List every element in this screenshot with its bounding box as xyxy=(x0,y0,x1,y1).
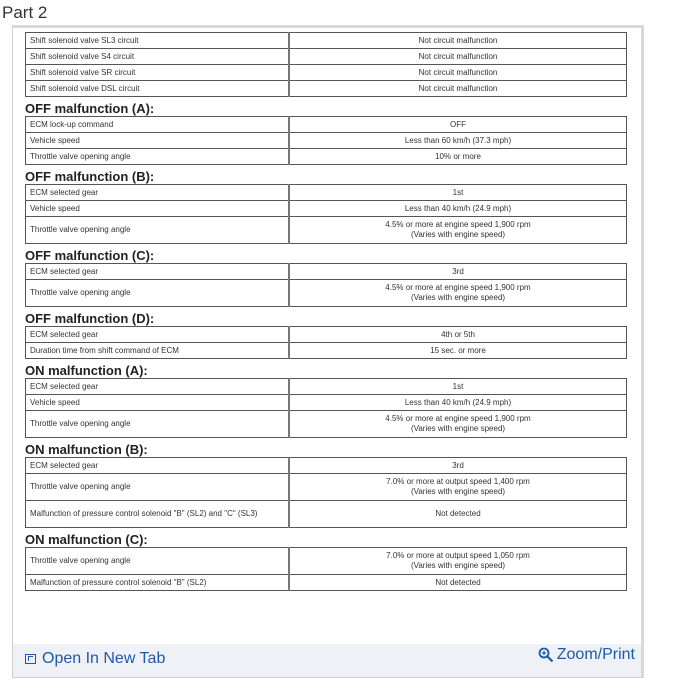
condition-table xyxy=(25,184,627,244)
table-row xyxy=(26,548,627,575)
row-value-line: 4.5% or more at engine speed 1,900 rpm xyxy=(385,220,531,229)
table-row xyxy=(26,65,627,81)
row-value xyxy=(289,379,627,395)
document-content xyxy=(25,32,627,591)
zoom-print-link[interactable] xyxy=(538,646,635,664)
table-row xyxy=(26,379,627,395)
table-row xyxy=(26,474,627,501)
row-value xyxy=(289,575,627,591)
row-label: Malfunction of pressure control solenoid "B" (SL2) xyxy=(26,575,290,591)
section-heading: ON malfunction (C): xyxy=(25,532,148,547)
open-in-new-tab-link[interactable] xyxy=(25,650,165,668)
row-value-line: 4.5% or more at engine speed 1,900 rpm xyxy=(385,414,531,423)
row-label: Throttle valve opening angle xyxy=(26,280,290,307)
row-value-note: (Varies with engine speed) xyxy=(410,561,506,570)
table-row xyxy=(26,49,627,65)
row-value xyxy=(289,201,627,217)
row-value xyxy=(289,343,627,359)
row-value-line: Not detected xyxy=(435,509,481,518)
row-value xyxy=(289,395,627,411)
row-value-line: 4.5% or more at engine speed 1,900 rpm xyxy=(385,283,531,292)
row-value: Not circuit malfunction xyxy=(289,49,627,65)
table-row xyxy=(26,458,627,474)
condition-table xyxy=(25,378,627,438)
row-value-line: 15 sec. or more xyxy=(430,345,486,355)
table-row xyxy=(26,395,627,411)
row-value xyxy=(289,217,627,244)
table-row xyxy=(26,343,627,359)
row-value-line: Less than 60 km/h (37.3 mph) xyxy=(404,135,512,145)
table-row xyxy=(26,133,627,149)
document-frame xyxy=(12,25,644,678)
row-value-line: 7.0% or more at output speed 1,400 rpm xyxy=(386,477,530,486)
row-value xyxy=(289,280,627,307)
row-value-note: (Varies with engine speed) xyxy=(410,230,506,239)
open-new-tab-icon xyxy=(25,654,36,664)
row-value-line: Less than 40 km/h (24.9 mph) xyxy=(404,203,512,213)
row-label: Throttle valve opening angle xyxy=(26,474,290,501)
row-label: ECM lock-up command xyxy=(26,117,290,133)
section-heading: ON malfunction (A): xyxy=(25,363,148,378)
row-value-line: 3rd xyxy=(452,460,464,470)
table-row xyxy=(26,280,627,307)
row-value: Not circuit malfunction xyxy=(289,81,627,97)
row-label: Throttle valve opening angle xyxy=(26,411,290,438)
row-value-line: Not detected xyxy=(435,577,481,587)
row-label: ECM selected gear xyxy=(26,264,290,280)
condition-table xyxy=(25,457,627,528)
row-value: Not circuit malfunction xyxy=(289,33,627,49)
row-value-line: 3rd xyxy=(452,266,464,276)
section-heading: OFF malfunction (C): xyxy=(25,248,155,263)
table-row xyxy=(26,264,627,280)
row-value: Not circuit malfunction xyxy=(289,65,627,81)
table-row xyxy=(26,185,627,201)
condition-table xyxy=(25,263,627,307)
table-row xyxy=(26,33,627,49)
row-label: Vehicle speed xyxy=(26,133,290,149)
row-value xyxy=(289,548,627,575)
row-value xyxy=(289,411,627,438)
row-value xyxy=(289,501,627,528)
row-value xyxy=(289,474,627,501)
row-label: Malfunction of pressure control solenoid "B" (SL2) and "C" (SL3) xyxy=(26,501,290,528)
row-value-line: 1st xyxy=(452,381,464,391)
row-value-line: 7.0% or more at output speed 1,050 rpm xyxy=(386,551,530,560)
row-value xyxy=(289,149,627,165)
row-value-note: (Varies with engine speed) xyxy=(410,424,506,433)
section-heading: OFF malfunction (A): xyxy=(25,101,155,116)
row-label: Shift solenoid valve SL3 circuit xyxy=(26,33,290,49)
row-value-line: OFF xyxy=(450,119,466,129)
row-label: Vehicle speed xyxy=(26,395,290,411)
section-heading: OFF malfunction (B): xyxy=(25,169,155,184)
row-value xyxy=(289,185,627,201)
section-heading: ON malfunction (B): xyxy=(25,442,148,457)
page-title: Part 2 xyxy=(2,3,48,22)
row-label: Duration time from shift command of ECM xyxy=(26,343,290,359)
table-row xyxy=(26,327,627,343)
row-value xyxy=(289,458,627,474)
row-label: ECM selected gear xyxy=(26,379,290,395)
row-value-note: (Varies with engine speed) xyxy=(410,293,506,302)
condition-table xyxy=(25,547,627,591)
row-value-line: 10% or more xyxy=(435,151,481,161)
row-label: Throttle valve opening angle xyxy=(26,149,290,165)
row-label: Shift solenoid valve S4 circuit xyxy=(26,49,290,65)
open-in-new-tab-label: Open In New Tab xyxy=(42,650,166,667)
row-value-note: (Varies with engine speed) xyxy=(410,487,506,496)
table-row xyxy=(26,81,627,97)
table-row xyxy=(26,575,627,591)
footer-bar xyxy=(13,644,641,677)
condition-table xyxy=(25,116,627,165)
table-row xyxy=(26,201,627,217)
row-value xyxy=(289,133,627,149)
table-row xyxy=(26,217,627,244)
row-value-line: 1st xyxy=(452,187,464,197)
row-label: ECM selected gear xyxy=(26,327,290,343)
magnifier-plus-icon xyxy=(538,647,554,663)
row-label: Shift solenoid valve DSL circuit xyxy=(26,81,290,97)
row-label: Shift solenoid valve SR circuit xyxy=(26,65,290,81)
section-heading: OFF malfunction (D): xyxy=(25,311,155,326)
row-label: Throttle valve opening angle xyxy=(26,548,290,575)
row-value xyxy=(289,327,627,343)
table-row xyxy=(26,501,627,528)
row-label: Vehicle speed xyxy=(26,201,290,217)
row-label: Throttle valve opening angle xyxy=(26,217,290,244)
condition-table xyxy=(25,326,627,359)
row-label: ECM selected gear xyxy=(26,458,290,474)
zoom-print-label: Zoom/Print xyxy=(556,646,635,663)
row-value-line: 4th or 5th xyxy=(441,329,475,339)
row-value xyxy=(289,117,627,133)
table-row xyxy=(26,117,627,133)
circuit-table xyxy=(25,32,627,97)
row-value-line: Less than 40 km/h (24.9 mph) xyxy=(404,397,512,407)
row-value xyxy=(289,264,627,280)
table-row xyxy=(26,411,627,438)
row-label: ECM selected gear xyxy=(26,185,290,201)
table-row xyxy=(26,149,627,165)
